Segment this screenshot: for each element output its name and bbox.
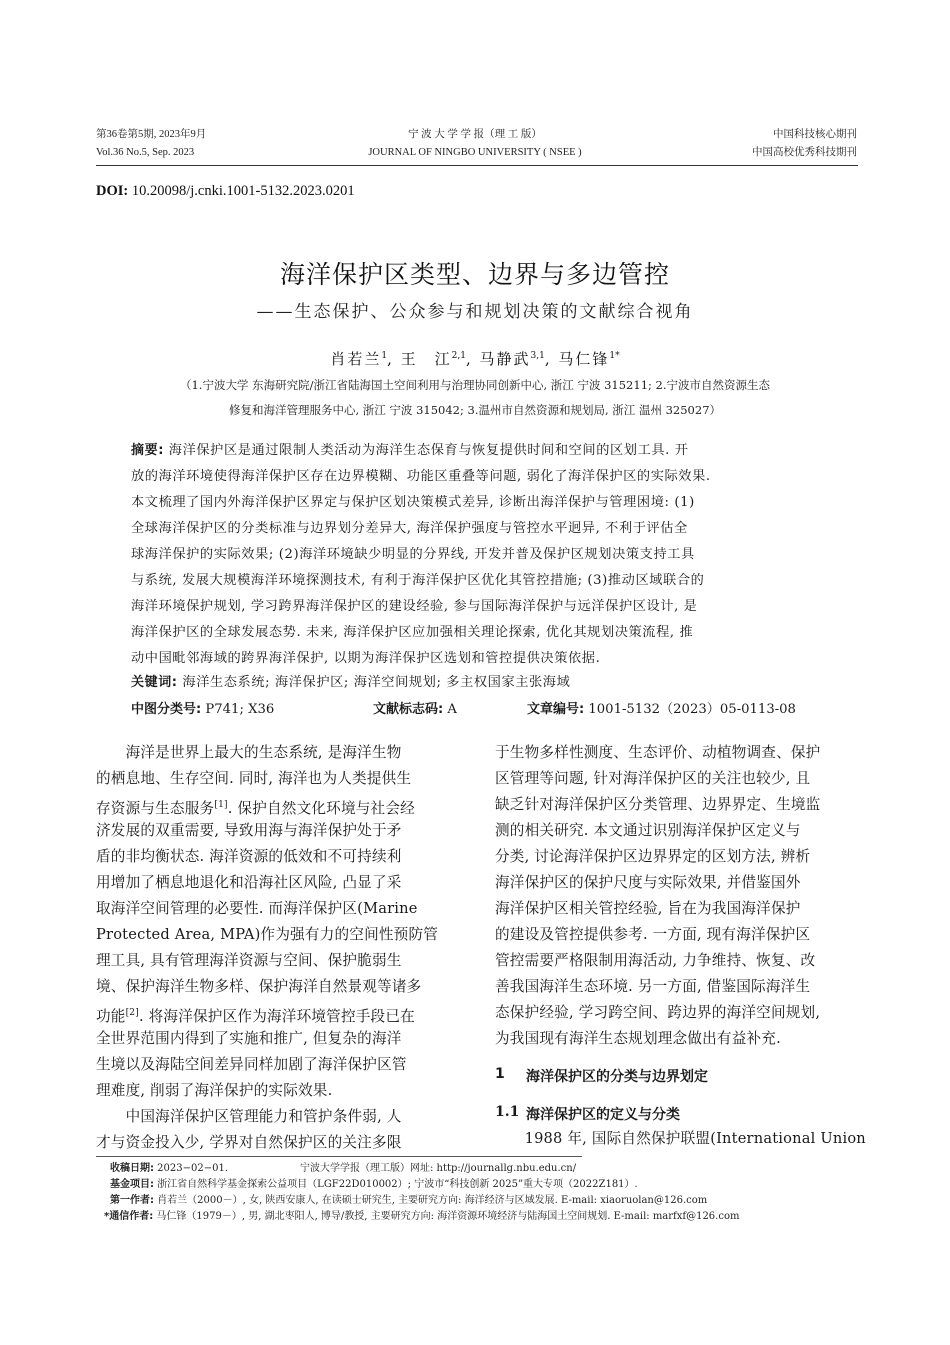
header-rule — [96, 165, 858, 166]
doi — [96, 183, 355, 200]
journal-website[interactable]: 宁波大学学报（理工版）网址: http://journallg.nbu.edu.cn/ — [300, 1163, 577, 1174]
header-core-journal: 中国科技核心期刊 — [773, 129, 857, 140]
body-line: 用增加了栖息地退化和沿海社区风险, 凸显了采 — [96, 874, 402, 891]
page-subtitle: ——生态保护、公众参与和规划决策的文献综合视角 — [256, 302, 694, 322]
body-line: 的建设及管控提供参考. 一方面, 现有海洋保护区 — [495, 926, 811, 943]
article-number: 文章编号: 1001-5132（2023）05-0113-08 — [527, 702, 796, 717]
corresponding-author-note: *通信作者: 马仁锋（1979－）, 男, 湖北枣阳人, 博导/教授, 主要研究方向: 海洋资源环境经济与陆海国土空间规划. E-mail: marfxf@126.com — [104, 1211, 740, 1222]
section-number: 1 — [495, 1066, 505, 1082]
author-name: 马仁锋 — [558, 350, 610, 368]
body-line: 存资源与生态服务[1]. 保护自然文化环境与社会经 — [96, 799, 415, 817]
body-line: 海洋是世界上最大的生态系统, 是海洋生物 — [96, 744, 402, 761]
body-line: 海洋保护区相关管控经验, 旨在为我国海洋保护 — [495, 900, 801, 917]
body-line: 中国海洋保护区管理能力和管护条件弱, 人 — [96, 1108, 402, 1125]
header-excellent-journal: 中国高校优秀科技期刊 — [752, 147, 857, 158]
author-affil-mark: 1* — [609, 351, 620, 361]
body-line: 才与资金投入少, 学界对自然保护区的关注多限 — [96, 1134, 402, 1151]
body-line: 全世界范围内得到了实施和推广, 但复杂的海洋 — [96, 1030, 402, 1047]
abstract-line: 动中国毗邻海域的跨界海洋保护, 以期为海洋保护区选划和管控提供决策依据. — [131, 651, 601, 666]
fund-project: 基金项目: 浙江省自然科学基金探索公益项目（LGF22D010002）; 宁波市“科技创新 2025”重大专项（2022Z181）. — [110, 1179, 638, 1190]
header-journal-en: JOURNAL OF NINGBO UNIVERSITY ( NSEE ) — [368, 147, 582, 158]
abstract-line: 球海洋保护的实际效果; (2)海洋环境缺少明显的分界线, 开发并普及保护区规划决策支持工具 — [131, 547, 695, 562]
subsection-number: 1.1 — [495, 1104, 520, 1120]
abstract-line: 海洋保护区的全球发展态势. 未来, 海洋保护区应加强相关理论探索, 优化其规划决策流程, 推 — [131, 625, 694, 640]
page-title: 海洋保护区类型、边界与多边管控 — [279, 260, 670, 289]
document-code: 文献标志码: A — [373, 702, 457, 717]
affiliation-line: （1.宁波大学 东海研究院/浙江省陆海国土空间利用与治理协同创新中心, 浙江 宁波 315211; 2.宁波市自然资源生态 — [179, 378, 771, 392]
abstract-line: 放的海洋环境使得海洋保护区存在边界模糊、功能区重叠等问题, 弱化了海洋保护区的实际效果. — [131, 469, 711, 484]
body-line: 为我国现有海洋生态规划理念做出有益补充. — [495, 1030, 781, 1047]
doi-value: 10.20098/j.cnki.1001-5132.2023.0201 — [128, 183, 355, 199]
section-heading: 海洋保护区的分类与边界划定 — [526, 1069, 708, 1085]
affiliation-line: 修复和海洋管理服务中心, 浙江 宁波 315042; 3.温州市自然资源和规划局, 浙江 温州 325027） — [228, 403, 722, 417]
body-line: Protected Area, MPA)作为强有力的空间性预防管 — [96, 926, 439, 943]
body-line: 分类, 讨论海洋保护区边界界定的区划方法, 辨析 — [495, 848, 811, 865]
first-author-note: 第一作者: 肖若兰（2000－）, 女, 陕西安康人, 在读硕士研究生, 主要研究方向: 海洋经济与区域发展. E-mail: xiaoruolan@126.com — [110, 1195, 708, 1206]
header-journal-cn: 宁 波 大 学 学 报（理 工 版） — [408, 129, 542, 140]
author-affil-mark: 2,1 — [451, 351, 466, 361]
body-line: 理工具, 具有管理海洋资源与空间、保护脆弱生 — [96, 952, 402, 969]
received-date: 收稿日期: 2023−02−01. — [110, 1163, 229, 1174]
author-name: 马静武 — [479, 350, 531, 368]
header-volume-en: Vol.36 No.5, Sep. 2023 — [96, 147, 195, 158]
author-list: 肖若兰$^1$, 王 江$^{2,1}$, 马静武$^{3,1}$, 马仁锋$^{1*}$ — [330, 350, 620, 368]
body-line: 的栖息地、生存空间. 同时, 海洋也为人类提供生 — [96, 770, 412, 787]
clc-number: 中图分类号: P741; X36 — [131, 702, 275, 717]
author-name: 王 江 — [400, 350, 452, 368]
body-line: 理难度, 削弱了海洋保护的实际效果. — [96, 1082, 333, 1099]
author-affil-mark: 1 — [381, 351, 388, 361]
author-affil-mark: 3,1 — [530, 351, 545, 361]
body-line: 海洋保护区的保护尺度与实际效果, 并借鉴国外 — [495, 874, 801, 891]
body-line: 济发展的双重需要, 导致用海与海洋保护处于矛 — [96, 822, 402, 839]
body-line: 善我国海洋生态环境. 另一方面, 借鉴国际海洋生 — [495, 978, 811, 995]
keywords-value: 海洋生态系统; 海洋保护区; 海洋空间规划; 多主权国家主张海域 — [177, 675, 571, 690]
abstract-line: 摘要: 海洋保护区是通过限制人类活动为海洋生态保育与恢复提供时间和空间的区划工具. 开 — [131, 443, 689, 458]
header-volume-cn: 第36卷第5期, 2023年9月 — [96, 129, 207, 140]
subsection-heading: 海洋保护区的定义与分类 — [526, 1107, 680, 1123]
body-line: 于生物多样性测度、生态评价、动植物调查、保护 — [495, 744, 821, 761]
abstract-line: 与系统, 发展大规模海洋环境探测技术, 有利于海洋保护区优化其管控措施; (3)推动区域联合的 — [131, 573, 705, 588]
body-line: 生境以及海陆空间差异同样加剧了海洋保护区管 — [96, 1056, 407, 1073]
body-line: 测的相关研究. 本文通过识别海洋保护区定义与 — [495, 822, 801, 839]
body-line: 功能[2]. 将海洋保护区作为海洋环境管控手段已在 — [96, 1007, 415, 1025]
doi-label: DOI: — [96, 183, 129, 199]
keywords-label: 关键词: — [131, 675, 178, 690]
body-line: 盾的非均衡状态. 海洋资源的低效和不可持续利 — [96, 848, 402, 865]
body-line: 缺乏针对海洋保护区分类管理、边界界定、生境监 — [495, 796, 821, 813]
body-line: 管控需要严格限制用海活动, 力争维持、恢复、改 — [495, 952, 816, 969]
abstract-label: 摘要: — [131, 443, 164, 458]
abstract-line: 本文梳理了国内外海洋保护区界定与保护区划决策模式差异, 诊断出海洋保护与管理困境: (1) — [131, 495, 695, 510]
author-name: 肖若兰 — [330, 350, 382, 368]
body-line: 1988 年, 国际自然保护联盟(International Union — [495, 1130, 866, 1147]
abstract-line: 全球海洋保护区的分类标准与边界划分差异大, 海洋保护强度与管控水平迥异, 不利于评估全 — [131, 521, 688, 536]
citation-ref[interactable]: [1] — [214, 800, 228, 810]
keywords — [131, 673, 570, 693]
footnote-rule — [96, 1156, 582, 1157]
body-line: 区管理等问题, 针对海洋保护区的关注也较少, 且 — [495, 770, 811, 787]
body-line: 取海洋空间管理的必要性. 而海洋保护区(Marine — [96, 900, 418, 917]
body-line: 态保护经验, 学习跨空间、跨边界的海洋空间规划, — [495, 1004, 821, 1021]
body-line: 境、保护海洋生物多样、保护海洋自然景观等诸多 — [96, 978, 422, 995]
citation-ref[interactable]: [2] — [125, 1008, 139, 1018]
abstract-line: 海洋环境保护规划, 学习跨界海洋保护区的建设经验, 参与国际海洋保护与远洋保护区设计, 是 — [131, 599, 698, 614]
